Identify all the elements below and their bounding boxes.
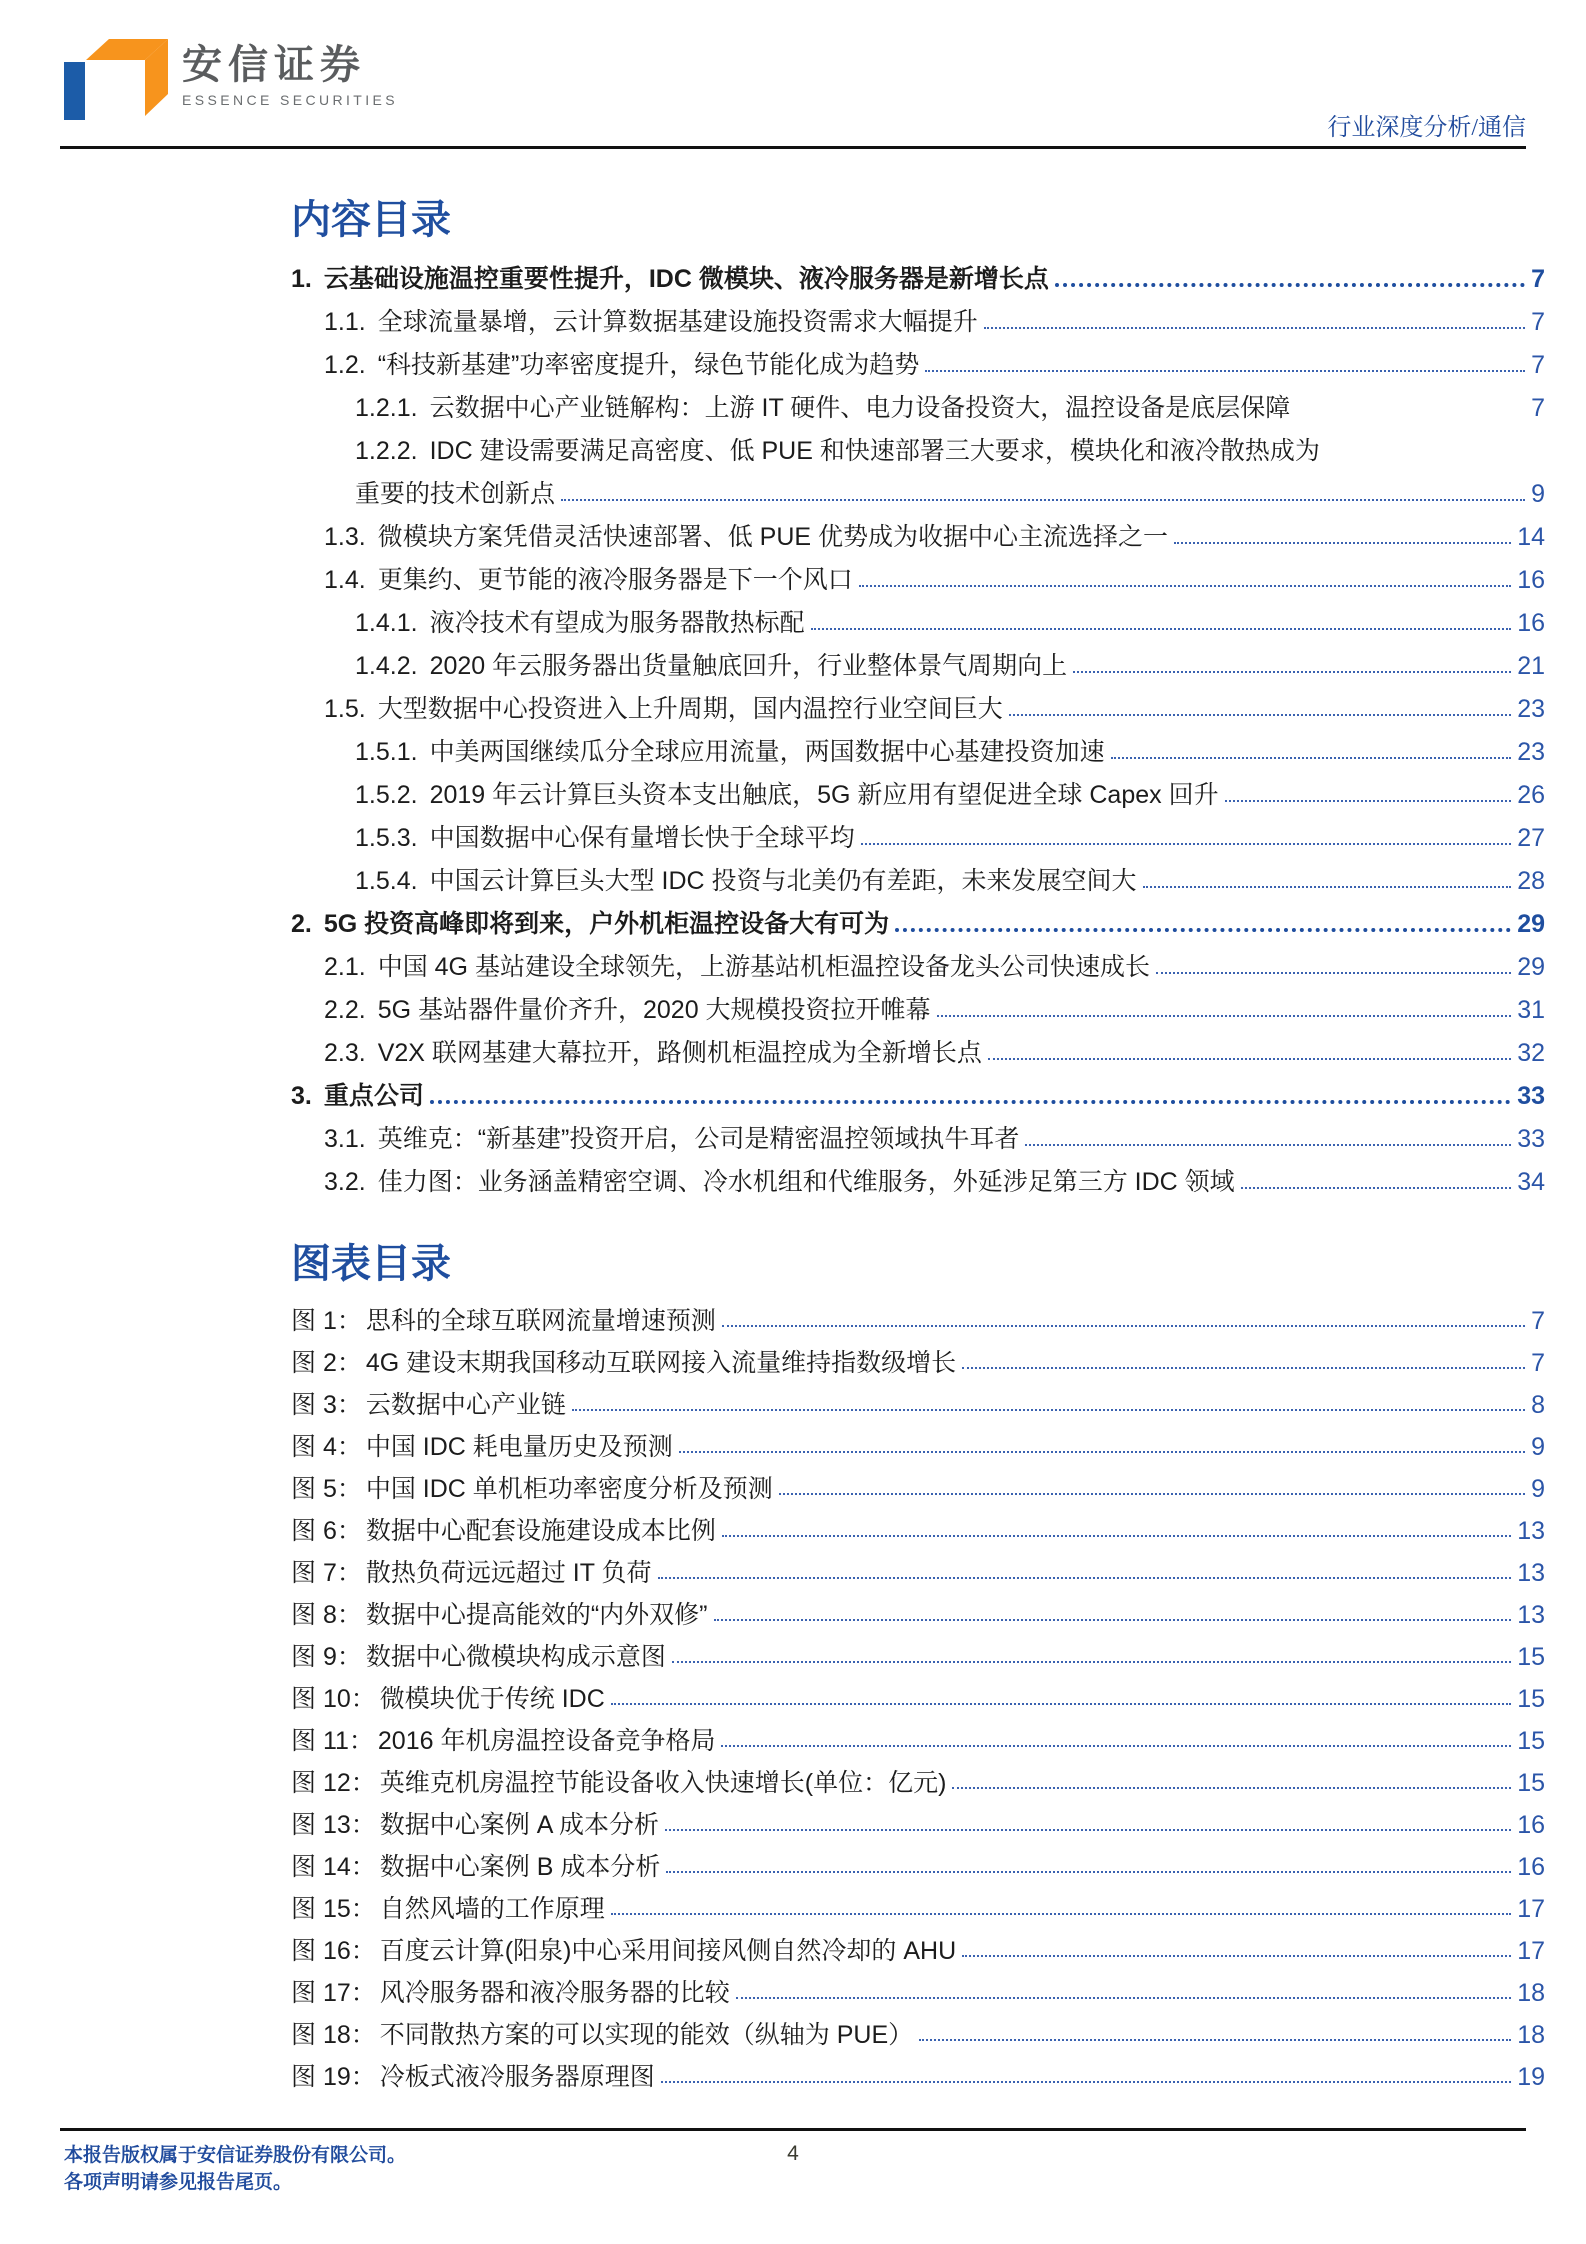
figure-item-label: 英维克机房温控节能设备收入快速增长(单位：亿元): [379, 1769, 947, 1797]
toc-item-label: 大型数据中心投资进入上升周期，国内温控行业空间巨大: [377, 695, 1003, 723]
figure-item-number: 图 17：: [291, 1979, 376, 2007]
toc-item-label: 5G 投资高峰即将到来，户外机柜温控设备大有可为: [323, 910, 890, 938]
figure-row[interactable]: [291, 1510, 1545, 1552]
toc-row[interactable]: [291, 1161, 1545, 1204]
toc-item-number: 1.4.: [324, 566, 366, 594]
toc-item-label: 2019 年云计算巨头资本支出触底，5G 新应用有望促进全球 Capex 回升: [429, 781, 1219, 809]
figure-leader-dots: [714, 1619, 1512, 1621]
figure-item-number: 图 10：: [291, 1685, 376, 1713]
toc-row[interactable]: [291, 473, 1545, 516]
toc-leader-dots: [1225, 800, 1512, 802]
toc-row[interactable]: [291, 344, 1545, 387]
figure-leader-dots: [779, 1493, 1525, 1495]
figure-page-number: 19: [1517, 2063, 1545, 2091]
figure-row[interactable]: [291, 1552, 1545, 1594]
brand-name-cn: 安信证券: [182, 43, 366, 87]
toc-page-number: 16: [1517, 609, 1545, 637]
figure-row[interactable]: [291, 1804, 1545, 1846]
toc-leader-dots: [1025, 1144, 1511, 1146]
toc-row[interactable]: [291, 1075, 1545, 1118]
figure-leader-dots: [679, 1451, 1525, 1453]
figure-page-number: 16: [1517, 1853, 1545, 1881]
figure-item-label: 风冷服务器和液冷服务器的比较: [379, 1979, 730, 2007]
figure-leader-dots: [661, 2081, 1511, 2083]
toc-leader-dots: [859, 585, 1511, 587]
figure-page-number: 18: [1517, 2021, 1545, 2049]
brand-logo-text: [182, 36, 398, 108]
toc-page-number: 7: [1531, 308, 1545, 336]
toc-item-label: “科技新基建”功率密度提升，绿色节能化成为趋势: [377, 351, 920, 379]
page-header: [60, 34, 1526, 144]
toc-item-number: 3.2.: [324, 1168, 366, 1196]
figure-leader-dots: [666, 1871, 1511, 1873]
figure-row[interactable]: [291, 1762, 1545, 1804]
footer-page-number: 4: [787, 2142, 799, 2165]
figure-leader-dots: [952, 1787, 1511, 1789]
footer-divider: [60, 2128, 1526, 2131]
figure-row[interactable]: [291, 1300, 1545, 1342]
figure-page-number: 18: [1517, 1979, 1545, 2007]
toc-leader-dots: [1055, 283, 1525, 287]
toc-item-number: 1.5.1.: [355, 738, 418, 766]
figure-item-label: 散热负荷远远超过 IT 负荷: [365, 1559, 652, 1587]
figure-item-label: 自然风墙的工作原理: [379, 1895, 605, 1923]
toc-row[interactable]: [291, 731, 1545, 774]
toc-item-label: 中国云计算巨头大型 IDC 投资与北美仍有差距，未来发展空间大: [429, 867, 1137, 895]
figure-item-number: 图 4：: [291, 1433, 362, 1461]
brand-logo-cube-icon: [64, 36, 168, 120]
toc-row[interactable]: [291, 860, 1545, 903]
figure-row[interactable]: [291, 1468, 1545, 1510]
figure-item-number: 图 16：: [291, 1937, 376, 1965]
toc-page-number: 27: [1517, 824, 1545, 852]
figure-item-label: 不同散热方案的可以实现的能效（纵轴为 PUE）: [379, 2021, 914, 2049]
toc-item-number: 1.3.: [324, 523, 366, 551]
figure-page-number: 13: [1517, 1601, 1545, 1629]
figure-leader-dots: [572, 1409, 1525, 1411]
figure-page-number: 7: [1531, 1307, 1545, 1335]
toc-item-number: 1.4.1.: [355, 609, 418, 637]
figure-item-label: 百度云计算(阳泉)中心采用间接风侧自然冷却的 AHU: [379, 1937, 957, 1965]
toc-leader-dots: [1009, 714, 1511, 716]
toc-row[interactable]: [291, 946, 1545, 989]
figure-item-label: 微模块优于传统 IDC: [379, 1685, 605, 1713]
toc-item-label: 5G 基站器件量价齐升，2020 大规模投资拉开帷幕: [377, 996, 931, 1024]
figure-item-label: 冷板式液冷服务器原理图: [379, 2063, 655, 2091]
toc-row[interactable]: [291, 602, 1545, 645]
toc-item-label: 全球流量暴增，云计算数据基建设施投资需求大幅提升: [377, 308, 978, 336]
toc-item-number: 1.: [291, 265, 312, 293]
brand-logo: [64, 36, 398, 120]
toc-page-number: 32: [1517, 1039, 1545, 1067]
toc-item-label: 液冷技术有望成为服务器散热标配: [429, 609, 805, 637]
figure-row[interactable]: [291, 2014, 1545, 2056]
toc-item-label: 重点公司: [323, 1082, 424, 1110]
toc-item-label: 2020 年云服务器出货量触底回升，行业整体景气周期向上: [429, 652, 1068, 680]
toc-page-number: 26: [1517, 781, 1545, 809]
figure-item-number: 图 7：: [291, 1559, 362, 1587]
figure-leader-dots: [665, 1829, 1511, 1831]
figure-item-number: 图 2：: [291, 1349, 362, 1377]
toc-item-number: 2.: [291, 910, 312, 938]
toc-row[interactable]: [291, 989, 1545, 1032]
figure-leader-dots: [611, 1913, 1511, 1915]
toc-leader-dots: [861, 843, 1512, 845]
figure-row[interactable]: [291, 1846, 1545, 1888]
figure-leader-dots: [736, 1997, 1511, 1999]
header-divider: [60, 146, 1526, 149]
figure-row[interactable]: [291, 1930, 1545, 1972]
toc-item-label: 中美两国继续瓜分全球应用流量，两国数据中心基建投资加速: [429, 738, 1105, 766]
figure-row[interactable]: [291, 2056, 1545, 2098]
figure-leader-dots: [658, 1577, 1512, 1579]
figure-item-label: 2016 年机房温控设备竞争格局: [377, 1727, 716, 1755]
toc-row[interactable]: [291, 258, 1545, 301]
figure-item-number: 图 15：: [291, 1895, 376, 1923]
toc-page-number: 7: [1531, 394, 1545, 422]
figure-item-number: 图 3：: [291, 1391, 362, 1419]
toc-page-number: 21: [1517, 652, 1545, 680]
figure-item-label: 思科的全球互联网流量增速预测: [365, 1307, 716, 1335]
figure-page-number: 9: [1531, 1433, 1545, 1461]
figure-item-label: 中国 IDC 耗电量历史及预测: [365, 1433, 673, 1461]
toc-leader-dots: [984, 327, 1525, 329]
figure-page-number: 9: [1531, 1475, 1545, 1503]
figure-page-number: 15: [1517, 1685, 1545, 1713]
toc-item-label: 更集约、更节能的液冷服务器是下一个风口: [377, 566, 853, 594]
toc-leader-dots: [895, 928, 1511, 932]
figures-title: 图表目录: [291, 1242, 451, 1286]
figure-page-number: 15: [1517, 1643, 1545, 1671]
figure-item-label: 数据中心微模块构成示意图: [365, 1643, 666, 1671]
figure-row[interactable]: [291, 1636, 1545, 1678]
figure-row[interactable]: [291, 1888, 1545, 1930]
toc-leader-dots: [811, 628, 1512, 630]
toc-page-number: 16: [1517, 566, 1545, 594]
toc-page-number: 31: [1517, 996, 1545, 1024]
figure-row[interactable]: [291, 1426, 1545, 1468]
toc-item-number: 2.1.: [324, 953, 366, 981]
brand-name-en: ESSENCE SECURITIES: [182, 92, 399, 108]
toc-item-number: 1.5.3.: [355, 824, 418, 852]
toc-leader-dots: [988, 1058, 1511, 1060]
toc-item-number: 1.5.2.: [355, 781, 418, 809]
figure-row[interactable]: [291, 1972, 1545, 2014]
toc-item-number: 1.5.4.: [355, 867, 418, 895]
toc-item-label: 微模块方案凭借灵活快速部署、低 PUE 优势成为收据中心主流选择之一: [377, 523, 1169, 551]
toc-item-number: 3.: [291, 1082, 312, 1110]
toc-row[interactable]: [291, 903, 1545, 946]
toc-item-number: 1.2.1.: [355, 394, 418, 422]
figure-page-number: 7: [1531, 1349, 1545, 1377]
toc-leader-dots: [937, 1015, 1512, 1017]
toc-item-label: 英维克：“新基建”投资开启，公司是精密温控领域执牛耳者: [377, 1125, 1020, 1153]
toc-row[interactable]: [291, 301, 1545, 344]
toc-row[interactable]: [291, 774, 1545, 817]
figure-row[interactable]: [291, 1384, 1545, 1426]
figure-leader-dots: [672, 1661, 1511, 1663]
toc-page-number: 33: [1517, 1125, 1545, 1153]
figure-page-number: 8: [1531, 1391, 1545, 1419]
footer-copyright-line1: 本报告版权属于安信证券股份有限公司。: [64, 2145, 407, 2166]
figure-item-number: 图 11：: [291, 1727, 374, 1755]
content-column: [291, 188, 1545, 2098]
figure-item-number: 图 8：: [291, 1601, 362, 1629]
toc-item-number: 3.1.: [324, 1125, 366, 1153]
toc-page-number: 33: [1517, 1082, 1545, 1110]
toc-row[interactable]: [291, 817, 1545, 860]
figure-row[interactable]: [291, 1678, 1545, 1720]
toc-item-number: 2.2.: [324, 996, 366, 1024]
figure-leader-dots: [919, 2039, 1511, 2041]
figure-item-number: 图 13：: [291, 1811, 376, 1839]
figure-leader-dots: [962, 1955, 1511, 1957]
toc-leader-dots: [561, 499, 1525, 501]
toc-leader-dots: [1156, 972, 1511, 974]
figure-item-label: 中国 IDC 单机柜功率密度分析及预测: [365, 1475, 773, 1503]
figure-row[interactable]: [291, 1720, 1545, 1762]
toc-item-label: 云数据中心产业链解构：上游 IT 硬件、电力设备投资大，温控设备是底层保障: [429, 394, 1291, 422]
toc-item-number: 1.1.: [324, 308, 366, 336]
toc-list: [291, 258, 1545, 1204]
figure-item-number: 图 9：: [291, 1643, 362, 1671]
figure-item-number: 图 19：: [291, 2063, 376, 2091]
figure-page-number: 17: [1517, 1895, 1545, 1923]
figure-item-label: 4G 建设末期我国移动互联网接入流量维持指数级增长: [365, 1349, 957, 1377]
figure-leader-dots: [721, 1745, 1511, 1747]
toc-title: 内容目录: [291, 198, 451, 242]
figure-row[interactable]: [291, 1342, 1545, 1384]
figure-row[interactable]: [291, 1594, 1545, 1636]
toc-item-number: 1.2.2.: [355, 437, 418, 465]
toc-item-label: 中国数据中心保有量增长快于全球平均: [429, 824, 855, 852]
toc-page-number: 9: [1531, 480, 1545, 508]
footer-copyright-line2: 各项声明请参见报告尾页。: [64, 2172, 293, 2193]
figure-leader-dots: [722, 1325, 1525, 1327]
toc-row[interactable]: [291, 516, 1545, 559]
toc-leader-dots: [1143, 886, 1512, 888]
toc-item-label: 重要的技术创新点: [355, 480, 556, 508]
figure-page-number: 13: [1517, 1559, 1545, 1587]
toc-page-number: 28: [1517, 867, 1545, 895]
toc-page-number: 34: [1517, 1168, 1545, 1196]
toc-row[interactable]: [291, 430, 1545, 473]
figure-item-number: 图 6：: [291, 1517, 362, 1545]
figure-item-number: 图 12：: [291, 1769, 376, 1797]
toc-row[interactable]: [291, 1032, 1545, 1075]
figure-leader-dots: [962, 1367, 1525, 1369]
toc-row[interactable]: [291, 559, 1545, 602]
toc-page-number: 23: [1517, 695, 1545, 723]
toc-item-number: 1.5.: [324, 695, 366, 723]
figure-item-number: 图 1：: [291, 1307, 362, 1335]
figure-item-number: 图 14：: [291, 1853, 376, 1881]
figure-leader-dots: [611, 1703, 1511, 1705]
figure-item-label: 数据中心案例 A 成本分析: [379, 1811, 659, 1839]
toc-row[interactable]: [291, 688, 1545, 731]
figure-item-number: 图 5：: [291, 1475, 362, 1503]
toc-item-label: V2X 联网基建大幕拉开，路侧机柜温控成为全新增长点: [377, 1039, 982, 1067]
figure-item-number: 图 18：: [291, 2021, 376, 2049]
toc-item-number: 1.2.: [324, 351, 366, 379]
toc-row[interactable]: [291, 645, 1545, 688]
toc-row[interactable]: [291, 1118, 1545, 1161]
figure-item-label: 数据中心提高能效的“内外双修”: [365, 1601, 708, 1629]
figure-item-label: 数据中心配套设施建设成本比例: [365, 1517, 716, 1545]
toc-page-number: 29: [1517, 953, 1545, 981]
toc-leader-dots: [925, 370, 1525, 372]
toc-leader-dots: [430, 1100, 1511, 1104]
toc-item-label: 中国 4G 基站建设全球领先，上游基站机柜温控设备龙头公司快速成长: [377, 953, 1150, 981]
toc-leader-dots: [1111, 757, 1512, 759]
toc-row[interactable]: [291, 387, 1545, 430]
toc-leader-dots: [1073, 671, 1511, 673]
figure-page-number: 15: [1517, 1727, 1545, 1755]
figure-leader-dots: [722, 1535, 1511, 1537]
toc-page-number: 29: [1517, 910, 1545, 938]
toc-item-number: 1.4.2.: [355, 652, 418, 680]
figure-page-number: 16: [1517, 1811, 1545, 1839]
figure-page-number: 15: [1517, 1769, 1545, 1797]
toc-item-label: 云基础设施温控重要性提升，IDC 微模块、液冷服务器是新增长点: [323, 265, 1049, 293]
figure-list: [291, 1300, 1545, 2098]
toc-page-number: 14: [1517, 523, 1545, 551]
figure-page-number: 17: [1517, 1937, 1545, 1965]
toc-leader-dots: [1174, 542, 1511, 544]
toc-item-number: 2.3.: [324, 1039, 366, 1067]
toc-page-number: 23: [1517, 738, 1545, 766]
figure-page-number: 13: [1517, 1517, 1545, 1545]
report-category-label: 行业深度分析/通信: [1327, 115, 1526, 141]
figure-item-label: 云数据中心产业链: [365, 1391, 566, 1419]
toc-leader-dots: [1241, 1187, 1512, 1189]
toc-item-label: 佳力图：业务涵盖精密空调、冷水机组和代维服务，外延涉足第三方 IDC 领域: [377, 1168, 1235, 1196]
figure-item-label: 数据中心案例 B 成本分析: [379, 1853, 661, 1881]
toc-page-number: 7: [1531, 265, 1545, 293]
toc-item-label: IDC 建设需要满足高密度、低 PUE 和快速部署三大要求，模块化和液冷散热成为: [429, 437, 1320, 465]
toc-page-number: 7: [1531, 351, 1545, 379]
